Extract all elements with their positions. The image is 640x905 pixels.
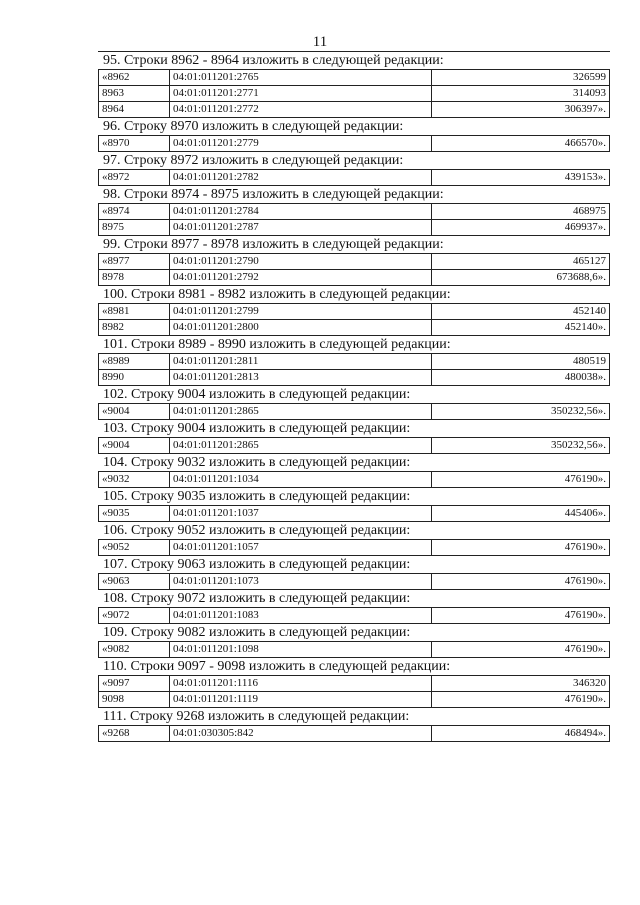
amendment-section bbox=[98, 186, 610, 236]
value-cell: 476190». bbox=[432, 692, 610, 708]
row-number-cell: «9097 bbox=[99, 676, 170, 692]
row-number-cell: «8989 bbox=[99, 354, 170, 370]
table-row bbox=[99, 438, 610, 454]
cadastral-number-cell: 04:01:011201:2792 bbox=[170, 270, 432, 286]
cadastral-number-cell: 04:01:011201:1057 bbox=[170, 540, 432, 556]
amendment-section bbox=[98, 658, 610, 708]
table-row bbox=[99, 170, 610, 186]
row-number-cell: «9063 bbox=[99, 574, 170, 590]
value-cell: 445406». bbox=[432, 506, 610, 522]
row-number-cell: «9268 bbox=[99, 726, 170, 742]
amendment-table bbox=[98, 437, 610, 454]
amendment-table bbox=[98, 675, 610, 708]
cadastral-number-cell: 04:01:011201:2790 bbox=[170, 254, 432, 270]
row-number-cell: «8962 bbox=[99, 70, 170, 86]
table-row bbox=[99, 574, 610, 590]
amendment-table bbox=[98, 641, 610, 658]
cadastral-number-cell: 04:01:011201:1083 bbox=[170, 608, 432, 624]
row-number-cell: «8974 bbox=[99, 204, 170, 220]
amendment-table bbox=[98, 725, 610, 742]
row-number-cell: 8990 bbox=[99, 370, 170, 386]
cadastral-number-cell: 04:01:011201:2765 bbox=[170, 70, 432, 86]
cadastral-number-cell: 04:01:011201:2771 bbox=[170, 86, 432, 102]
table-row bbox=[99, 304, 610, 320]
value-cell: 439153». bbox=[432, 170, 610, 186]
row-number-cell: «9004 bbox=[99, 438, 170, 454]
value-cell: 326599 bbox=[432, 70, 610, 86]
row-number-cell: «9004 bbox=[99, 404, 170, 420]
amendment-section bbox=[98, 420, 610, 454]
table-row bbox=[99, 320, 610, 336]
table-row bbox=[99, 370, 610, 386]
amendment-heading: 110. Строки 9097 - 9098 изложить в следующей редакции: bbox=[103, 659, 451, 674]
amendments-list bbox=[98, 51, 610, 742]
cadastral-number-cell: 04:01:011201:2799 bbox=[170, 304, 432, 320]
table-row bbox=[99, 404, 610, 420]
cadastral-number-cell: 04:01:030305:842 bbox=[170, 726, 432, 742]
page-number: 11 bbox=[312, 34, 328, 50]
row-number-cell: «9072 bbox=[99, 608, 170, 624]
table-row bbox=[99, 506, 610, 522]
amendment-section bbox=[98, 152, 610, 186]
value-cell: 466570». bbox=[432, 136, 610, 152]
table-row bbox=[99, 86, 610, 102]
cadastral-number-cell: 04:01:011201:2779 bbox=[170, 136, 432, 152]
table-row bbox=[99, 676, 610, 692]
value-cell: 673688,6». bbox=[432, 270, 610, 286]
row-number-cell: 8982 bbox=[99, 320, 170, 336]
row-number-cell: «8972 bbox=[99, 170, 170, 186]
amendment-section bbox=[98, 454, 610, 488]
amendment-table bbox=[98, 607, 610, 624]
value-cell: 346320 bbox=[432, 676, 610, 692]
amendment-heading: 98. Строки 8974 - 8975 изложить в следующей редакции: bbox=[103, 187, 444, 202]
amendment-heading: 111. Строку 9268 изложить в следующей редакции: bbox=[103, 709, 410, 724]
cadastral-number-cell: 04:01:011201:1073 bbox=[170, 574, 432, 590]
amendment-table bbox=[98, 303, 610, 336]
row-number-cell: «8981 bbox=[99, 304, 170, 320]
table-row bbox=[99, 692, 610, 708]
value-cell: 314093 bbox=[432, 86, 610, 102]
row-number-cell: «8977 bbox=[99, 254, 170, 270]
amendment-table bbox=[98, 135, 610, 152]
value-cell: 452140». bbox=[432, 320, 610, 336]
value-cell: 468975 bbox=[432, 204, 610, 220]
amendment-section bbox=[98, 556, 610, 590]
value-cell: 465127 bbox=[432, 254, 610, 270]
amendment-table bbox=[98, 539, 610, 556]
cadastral-number-cell: 04:01:011201:1037 bbox=[170, 506, 432, 522]
table-row bbox=[99, 270, 610, 286]
amendment-table bbox=[98, 403, 610, 420]
value-cell: 476190». bbox=[432, 642, 610, 658]
amendment-section bbox=[98, 590, 610, 624]
cadastral-number-cell: 04:01:011201:2772 bbox=[170, 102, 432, 118]
cadastral-number-cell: 04:01:011201:2784 bbox=[170, 204, 432, 220]
amendment-heading: 101. Строки 8989 - 8990 изложить в следующей редакции: bbox=[103, 337, 451, 352]
amendment-table bbox=[98, 471, 610, 488]
value-cell: 350232,56». bbox=[432, 404, 610, 420]
table-row bbox=[99, 642, 610, 658]
row-number-cell: «8970 bbox=[99, 136, 170, 152]
row-number-cell: 8963 bbox=[99, 86, 170, 102]
value-cell: 306397». bbox=[432, 102, 610, 118]
table-row bbox=[99, 726, 610, 742]
cadastral-number-cell: 04:01:011201:2865 bbox=[170, 438, 432, 454]
amendment-section bbox=[98, 236, 610, 286]
value-cell: 480519 bbox=[432, 354, 610, 370]
value-cell: 476190». bbox=[432, 608, 610, 624]
amendment-heading: 107. Строку 9063 изложить в следующей редакции: bbox=[103, 557, 411, 572]
amendment-section bbox=[98, 286, 610, 336]
table-row bbox=[99, 254, 610, 270]
cadastral-number-cell: 04:01:011201:1116 bbox=[170, 676, 432, 692]
row-number-cell: 9098 bbox=[99, 692, 170, 708]
amendment-section bbox=[98, 386, 610, 420]
amendment-heading: 97. Строку 8972 изложить в следующей редакции: bbox=[103, 153, 404, 168]
table-row bbox=[99, 472, 610, 488]
amendment-heading: 109. Строку 9082 изложить в следующей редакции: bbox=[103, 625, 411, 640]
cadastral-number-cell: 04:01:011201:1034 bbox=[170, 472, 432, 488]
amendment-section bbox=[98, 51, 610, 118]
amendment-section bbox=[98, 118, 610, 152]
table-row bbox=[99, 136, 610, 152]
row-number-cell: 8964 bbox=[99, 102, 170, 118]
table-row bbox=[99, 70, 610, 86]
cadastral-number-cell: 04:01:011201:2811 bbox=[170, 354, 432, 370]
amendment-table bbox=[98, 253, 610, 286]
cadastral-number-cell: 04:01:011201:1098 bbox=[170, 642, 432, 658]
amendment-section bbox=[98, 624, 610, 658]
row-number-cell: «9082 bbox=[99, 642, 170, 658]
table-row bbox=[99, 204, 610, 220]
amendment-heading: 100. Строки 8981 - 8982 изложить в следующей редакции: bbox=[103, 287, 451, 302]
amendment-heading: 106. Строку 9052 изложить в следующей редакции: bbox=[103, 523, 411, 538]
table-row bbox=[99, 540, 610, 556]
cadastral-number-cell: 04:01:011201:1119 bbox=[170, 692, 432, 708]
amendment-heading: 108. Строку 9072 изложить в следующей редакции: bbox=[103, 591, 411, 606]
amendment-section bbox=[98, 336, 610, 386]
cadastral-number-cell: 04:01:011201:2787 bbox=[170, 220, 432, 236]
amendment-heading: 96. Строку 8970 изложить в следующей редакции: bbox=[103, 119, 404, 134]
amendment-table bbox=[98, 505, 610, 522]
row-number-cell: 8975 bbox=[99, 220, 170, 236]
value-cell: 476190». bbox=[432, 540, 610, 556]
amendment-table bbox=[98, 353, 610, 386]
amendment-heading: 102. Строку 9004 изложить в следующей редакции: bbox=[103, 387, 411, 402]
amendment-table bbox=[98, 203, 610, 236]
row-number-cell: 8978 bbox=[99, 270, 170, 286]
amendment-section bbox=[98, 708, 610, 742]
cadastral-number-cell: 04:01:011201:2800 bbox=[170, 320, 432, 336]
table-row bbox=[99, 102, 610, 118]
amendment-table bbox=[98, 69, 610, 118]
amendment-section bbox=[98, 522, 610, 556]
table-row bbox=[99, 220, 610, 236]
cadastral-number-cell: 04:01:011201:2865 bbox=[170, 404, 432, 420]
amendment-section bbox=[98, 488, 610, 522]
amendment-table bbox=[98, 169, 610, 186]
amendment-heading: 104. Строку 9032 изложить в следующей редакции: bbox=[103, 455, 411, 470]
row-number-cell: «9052 bbox=[99, 540, 170, 556]
cadastral-number-cell: 04:01:011201:2813 bbox=[170, 370, 432, 386]
value-cell: 476190». bbox=[432, 472, 610, 488]
value-cell: 452140 bbox=[432, 304, 610, 320]
value-cell: 469937». bbox=[432, 220, 610, 236]
value-cell: 480038». bbox=[432, 370, 610, 386]
amendment-table bbox=[98, 573, 610, 590]
value-cell: 468494». bbox=[432, 726, 610, 742]
value-cell: 350232,56». bbox=[432, 438, 610, 454]
table-row bbox=[99, 354, 610, 370]
amendment-heading: 99. Строки 8977 - 8978 изложить в следующей редакции: bbox=[103, 237, 444, 252]
amendment-heading: 103. Строку 9004 изложить в следующей редакции: bbox=[103, 421, 411, 436]
amendment-heading: 95. Строки 8962 - 8964 изложить в следующей редакции: bbox=[98, 51, 610, 69]
cadastral-number-cell: 04:01:011201:2782 bbox=[170, 170, 432, 186]
row-number-cell: «9035 bbox=[99, 506, 170, 522]
row-number-cell: «9032 bbox=[99, 472, 170, 488]
table-row bbox=[99, 608, 610, 624]
amendment-heading: 105. Строку 9035 изложить в следующей редакции: bbox=[103, 489, 411, 504]
value-cell: 476190». bbox=[432, 574, 610, 590]
